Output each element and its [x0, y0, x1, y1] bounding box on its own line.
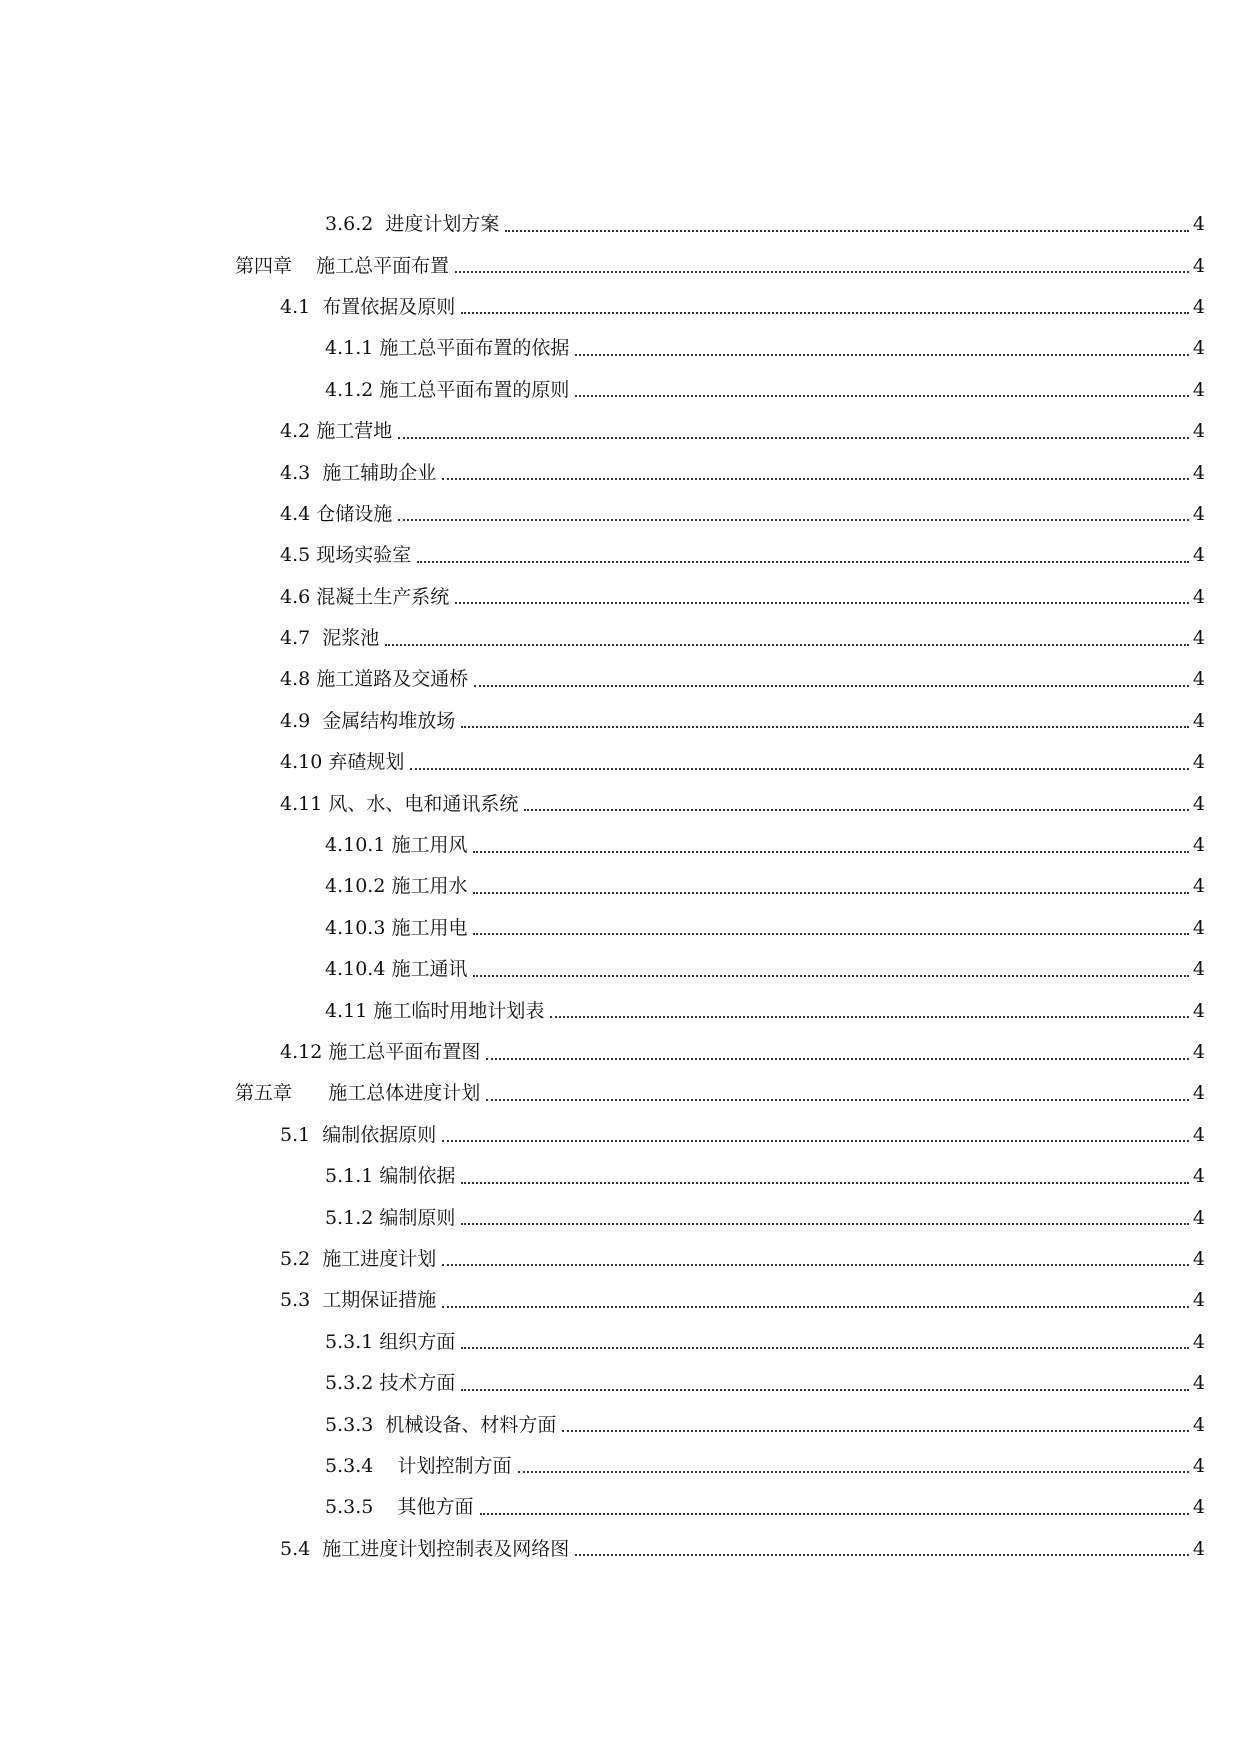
toc-entry-title: 第五章 施工总体进度计划	[235, 1082, 481, 1105]
toc-entry[interactable]	[235, 990, 1205, 1031]
toc-entry[interactable]	[235, 1115, 1205, 1156]
toc-page-number: 4	[1192, 1330, 1205, 1353]
toc-entry-title: 5.3.3 机械设备、材料方面	[325, 1413, 557, 1436]
toc-page-number: 4	[1192, 254, 1205, 277]
toc-entry-title: 5.1.1 编制依据	[325, 1165, 456, 1188]
dot-leader	[473, 975, 1188, 977]
toc-entry-title: 4.7 泥浆池	[280, 627, 380, 650]
toc-entry-title: 5.3.5 其他方面	[325, 1496, 474, 1519]
dot-leader	[442, 1306, 1189, 1308]
toc-entry[interactable]	[235, 1197, 1205, 1238]
toc-entry[interactable]	[235, 866, 1205, 907]
toc-entry[interactable]	[235, 1363, 1205, 1404]
toc-page-number: 4	[1192, 461, 1205, 484]
toc-entry-title: 5.1.2 编制原则	[325, 1206, 456, 1229]
toc-entry[interactable]	[235, 1446, 1205, 1487]
toc-page-number: 4	[1192, 1289, 1205, 1312]
table-of-contents	[235, 204, 1205, 1570]
toc-entry[interactable]	[235, 1322, 1205, 1363]
dot-leader	[550, 1016, 1189, 1018]
toc-entry-title: 4.10.2 施工用水	[325, 875, 468, 898]
toc-entry[interactable]	[235, 1239, 1205, 1280]
toc-chapter-entry[interactable]	[235, 1073, 1205, 1114]
toc-page-number: 4	[1192, 585, 1205, 608]
toc-entry-title: 第四章 施工总平面布置	[235, 254, 450, 277]
dot-leader	[455, 602, 1189, 604]
toc-entry-title: 5.3.1 组织方面	[325, 1330, 456, 1353]
toc-entry[interactable]	[235, 452, 1205, 493]
toc-entry-title: 3.6.2 进度计划方案	[325, 213, 500, 236]
toc-entry[interactable]	[235, 535, 1205, 576]
toc-entry[interactable]	[235, 328, 1205, 369]
dot-leader	[473, 892, 1188, 894]
toc-entry-title: 5.3 工期保证措施	[280, 1289, 437, 1312]
toc-entry[interactable]	[235, 701, 1205, 742]
dot-leader	[524, 809, 1189, 811]
dot-leader	[461, 1347, 1189, 1349]
dot-leader	[398, 519, 1189, 521]
toc-entry-title: 5.3.4 计划控制方面	[325, 1454, 512, 1477]
toc-entry[interactable]	[235, 287, 1205, 328]
dot-leader	[575, 395, 1189, 397]
toc-entry-title: 4.10.3 施工用电	[325, 916, 468, 939]
toc-page-number: 4	[1192, 1206, 1205, 1229]
dot-leader	[461, 726, 1189, 728]
dot-leader	[461, 1389, 1189, 1391]
toc-entry[interactable]	[235, 949, 1205, 990]
dot-leader	[385, 644, 1189, 646]
toc-entry-title: 5.2 施工进度计划	[280, 1247, 437, 1270]
dot-leader	[417, 561, 1189, 563]
toc-page-number: 4	[1192, 751, 1205, 774]
dot-leader	[461, 312, 1189, 314]
toc-entry-title: 4.8 施工道路及交通桥	[280, 668, 469, 691]
dot-leader	[455, 271, 1189, 273]
toc-page-number: 4	[1192, 709, 1205, 732]
toc-page-number: 4	[1192, 337, 1205, 360]
dot-leader	[575, 1554, 1189, 1556]
toc-entry-title: 4.11 风、水、电和通讯系统	[280, 792, 519, 815]
toc-chapter-entry[interactable]	[235, 245, 1205, 286]
toc-page-number: 4	[1192, 213, 1205, 236]
toc-page-number: 4	[1192, 1165, 1205, 1188]
toc-page-number: 4	[1192, 792, 1205, 815]
toc-entry[interactable]	[235, 659, 1205, 700]
dot-leader	[442, 478, 1189, 480]
toc-entry-title: 4.4 仓储设施	[280, 502, 393, 525]
toc-page-number: 4	[1192, 916, 1205, 939]
dot-leader	[461, 1182, 1189, 1184]
toc-entry-title: 4.10.4 施工通讯	[325, 958, 468, 981]
toc-entry[interactable]	[235, 742, 1205, 783]
toc-page-number: 4	[1192, 544, 1205, 567]
toc-entry-title: 4.11 施工临时用地计划表	[325, 999, 545, 1022]
toc-page-number: 4	[1192, 1082, 1205, 1105]
toc-page-number: 4	[1192, 1537, 1205, 1560]
toc-page-number: 4	[1192, 420, 1205, 443]
toc-entry-title: 4.1.1 施工总平面布置的依据	[325, 337, 570, 360]
dot-leader	[398, 437, 1189, 439]
toc-entry[interactable]	[235, 1156, 1205, 1197]
toc-page-number: 4	[1192, 875, 1205, 898]
dot-leader	[562, 1430, 1188, 1432]
dot-leader	[474, 685, 1189, 687]
toc-entry[interactable]	[235, 1529, 1205, 1570]
toc-entry[interactable]	[235, 908, 1205, 949]
toc-entry[interactable]	[235, 618, 1205, 659]
toc-entry-title: 5.4 施工进度计划控制表及网络图	[280, 1537, 570, 1560]
dot-leader	[442, 1264, 1189, 1266]
dot-leader	[461, 1223, 1189, 1225]
dot-leader	[486, 1058, 1189, 1060]
toc-page-number: 4	[1192, 999, 1205, 1022]
toc-page-number: 4	[1192, 1041, 1205, 1063]
dot-leader	[480, 1513, 1189, 1515]
toc-page-number: 4	[1192, 668, 1205, 691]
toc-entry[interactable]	[235, 783, 1205, 824]
dot-leader	[473, 933, 1188, 935]
toc-entry[interactable]	[235, 494, 1205, 535]
toc-entry-title: 5.3.2 技术方面	[325, 1372, 456, 1395]
toc-entry[interactable]	[235, 1404, 1205, 1445]
toc-page-number: 4	[1192, 1247, 1205, 1270]
toc-entry[interactable]	[235, 825, 1205, 866]
dot-leader	[486, 1099, 1189, 1101]
toc-entry-title: 4.2 施工营地	[280, 420, 393, 443]
toc-entry-title: 4.12 施工总平面布置图	[280, 1041, 481, 1063]
toc-page-number: 4	[1192, 1123, 1205, 1146]
dot-leader	[410, 768, 1189, 770]
toc-page-number: 4	[1192, 378, 1205, 401]
toc-page-number: 4	[1192, 1372, 1205, 1395]
dot-leader	[442, 1140, 1189, 1142]
toc-entry-title: 4.6 混凝土生产系统	[280, 585, 450, 608]
toc-entry-title: 4.3 施工辅助企业	[280, 461, 437, 484]
toc-entry[interactable]	[235, 1032, 1205, 1073]
toc-page-number: 4	[1192, 502, 1205, 525]
dot-leader	[473, 851, 1188, 853]
toc-entry-title: 4.1.2 施工总平面布置的原则	[325, 378, 570, 401]
toc-entry-title: 4.10 弃碴规划	[280, 751, 405, 774]
toc-page-number: 4	[1192, 1454, 1205, 1477]
dot-leader	[518, 1471, 1189, 1473]
dot-leader	[505, 230, 1188, 232]
toc-page-number: 4	[1192, 834, 1205, 857]
toc-entry-title: 4.9 金属结构堆放场	[280, 709, 456, 732]
toc-page-number: 4	[1192, 958, 1205, 981]
toc-entry-title: 4.5 现场实验室	[280, 544, 412, 567]
dot-leader	[575, 354, 1189, 356]
toc-entry[interactable]	[235, 1487, 1205, 1528]
toc-page-number: 4	[1192, 1496, 1205, 1519]
toc-page-number: 4	[1192, 1413, 1205, 1436]
toc-entry[interactable]	[235, 1280, 1205, 1321]
toc-entry[interactable]	[235, 577, 1205, 618]
toc-entry-title: 4.10.1 施工用风	[325, 834, 468, 857]
toc-page-number: 4	[1192, 295, 1205, 318]
toc-entry-title: 5.1 编制依据原则	[280, 1123, 437, 1146]
toc-page-number: 4	[1192, 627, 1205, 650]
toc-entry[interactable]	[235, 411, 1205, 452]
toc-entry-title: 4.1 布置依据及原则	[280, 295, 456, 318]
toc-entry[interactable]	[235, 370, 1205, 411]
toc-entry[interactable]	[235, 204, 1205, 245]
